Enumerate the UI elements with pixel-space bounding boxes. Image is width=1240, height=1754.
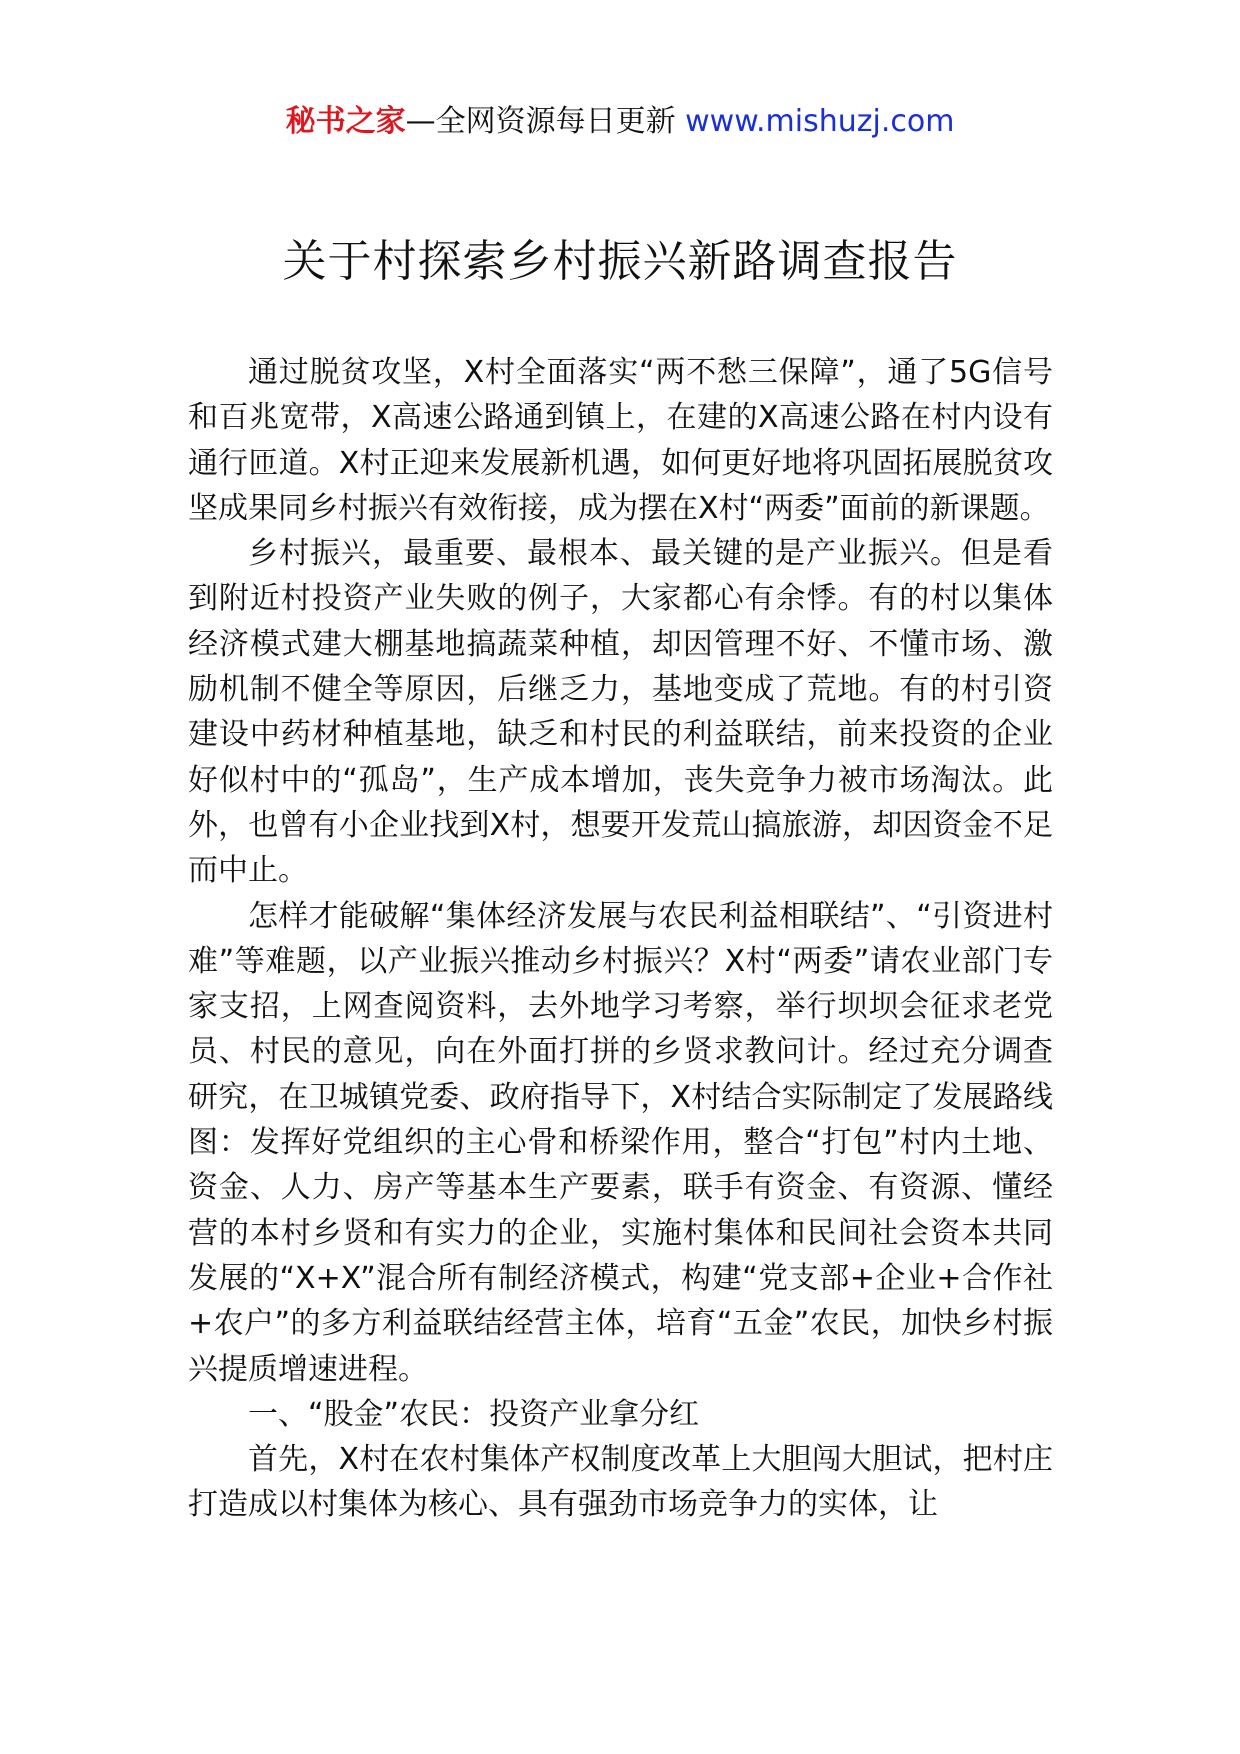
document-body [188, 350, 1053, 1528]
site-url[interactable]: www.mishuzj.com [685, 104, 955, 139]
paragraph: 通过脱贫攻坚，X村全面落实“两不愁三保障”，通了5G信号和百兆宽带，X高速公路通到镇上，在建的X高速公路在村内设有通行匝道。X村正迎来发展新机遇，如何更好地将巩固拓展脱贫攻坚成果同乡村振兴有效衔接，成为摆在X村“两委”面前的新课题。 [188, 355, 1053, 526]
header-slogan: —全网资源每日更新 [405, 104, 686, 139]
document-title: 关于村探索乡村振兴新路调查报告 [282, 236, 958, 287]
paragraph: 首先，X村在农村集体产权制度改革上大胆闯大胆试，把村庄打造成以村集体为核心、具有强劲市场竞争力的实体，让 [188, 1442, 1053, 1523]
section-heading: 一、“股金”农民：投资产业拿分红 [248, 1396, 700, 1432]
brand-name: 秘书之家 [285, 104, 406, 139]
paragraph: 乡村振兴，最重要、最根本、最关键的是产业振兴。但是看到附近村投资产业失败的例子，大家都心有余悸。有的村以集体经济模式建大棚基地搞蔬菜种植，却因管理不好、不懂市场、激励机制不健全等原因，后继乏力，基地变成了荒地。有的村引资建设中药材种植基地，缺乏和村民的利益联结，前来投资的企业好似村中的“孤岛”，生产成本增加，丧失竞争力被市场淘汰。此外，也曾有小企业找到X村，想要开发荒山搞旅游，却因资金不足而中止。 [188, 536, 1053, 889]
paragraph: 怎样才能破解“集体经济发展与农民利益相联结”、“引资进村难”等难题，以产业振兴推动乡村振兴？X村“两委”请农业部门专家支招，上网查阅资料，去外地学习考察，举行坝坝会征求老党员、村民的意见，向在外面打拼的乡贤求教问计。经过充分调查研究，在卫城镇党委、政府指导下，X村结合实际制定了发展路线图：发挥好党组织的主心骨和桥梁作用，整合“打包”村内土地、资金、人力、房产等基本生产要素，联手有资金、有资源、懂经营的本村乡贤和有实力的企业，实施村集体和民间社会资本共同发展的“X+X”混合所有制经济模式，构建“党支部+企业+合作社+农户”的多方利益联结经营主体，培育“五金”农民，加快乡村振兴提质增速进程。 [188, 898, 1053, 1387]
site-header [0, 102, 1240, 142]
